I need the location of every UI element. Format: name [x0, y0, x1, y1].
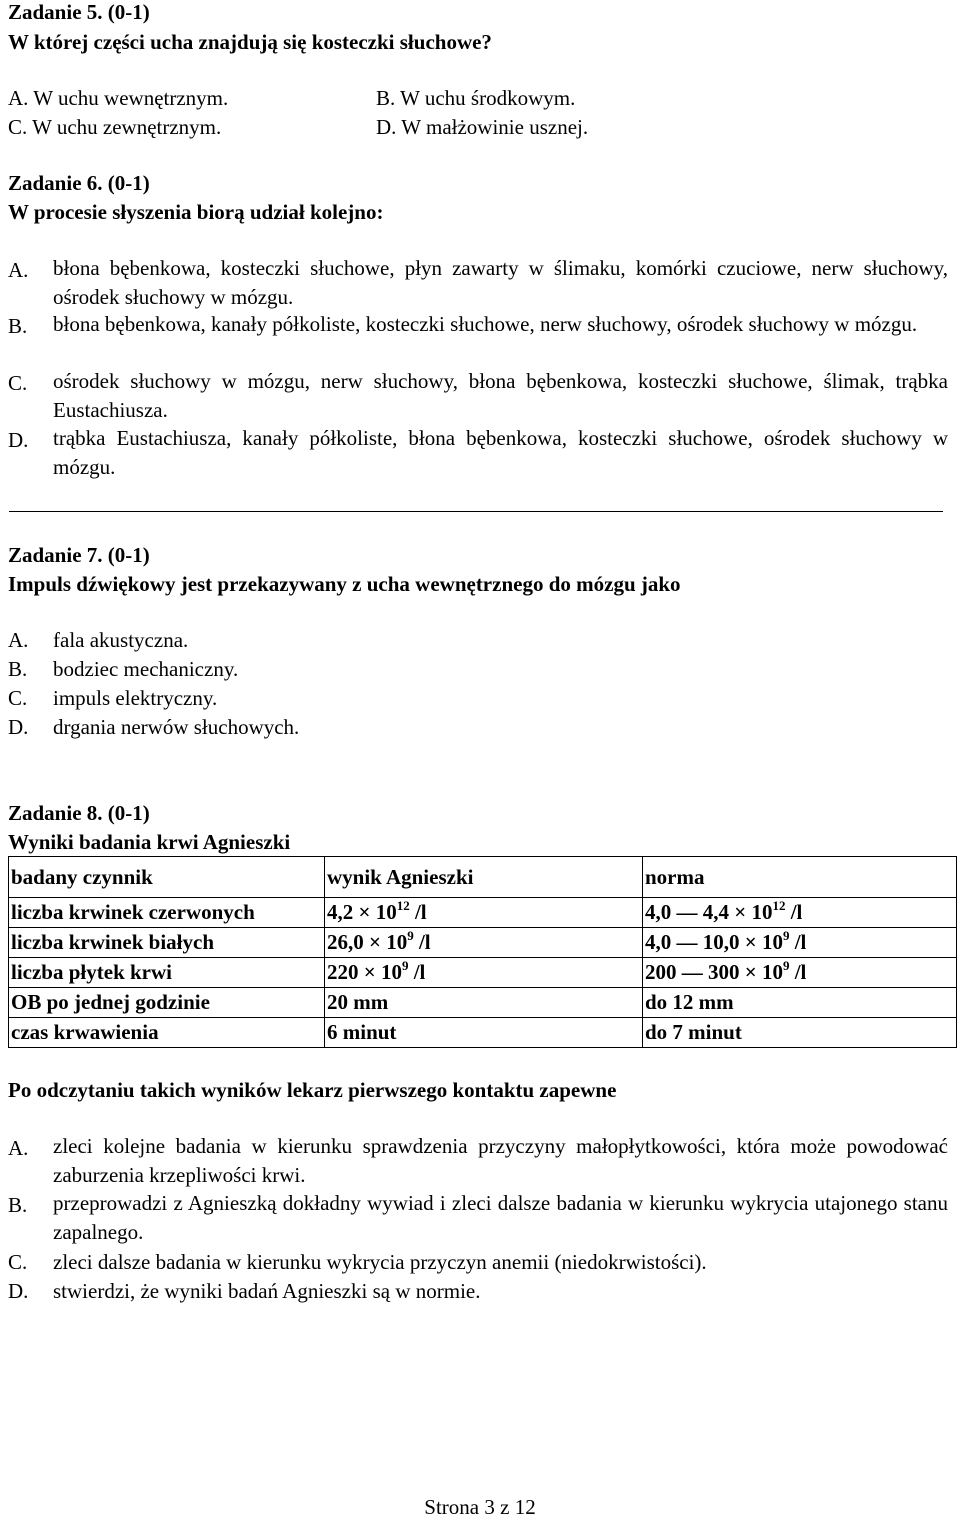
task-5-option-c — [8, 117, 221, 138]
norm-cell: 4,0 — $10,0 \times 10^9$ /l — [643, 928, 957, 958]
option-letter: D. — [8, 715, 29, 739]
task-5-option-b — [376, 88, 575, 109]
table-row — [9, 1018, 957, 1048]
task-7-option-c — [8, 688, 217, 709]
task-7-title: Zadanie 7. (0-1) — [8, 543, 150, 567]
option-text: zleci dalsze badania w kierunku wykrycia przyczyn anemii (niedokrwistości). — [53, 1250, 707, 1274]
option-text: błona bębenkowa, kosteczki słuchowe, płyn zawarty w ślimaku, komórki czuciowe, nerw słuchowy, ośrodek słuchowy w mózgu. — [53, 256, 948, 309]
norm-cell: do 12 mm — [643, 988, 957, 1018]
option-letter: A. — [8, 628, 29, 652]
task-7-option-a — [8, 630, 188, 651]
table-header-cell: wynik Agnieszki — [325, 857, 643, 898]
result-cell: $220 \times 10^9$ /l — [325, 958, 643, 988]
task-8-subtitle: Wyniki badania krwi Agnieszki — [8, 830, 291, 854]
table-row — [9, 958, 957, 988]
task-5-option-a — [8, 88, 228, 109]
option-letter: A. — [8, 1136, 29, 1160]
option-text: fala akustyczna. — [53, 628, 189, 652]
option-letter: A. — [8, 258, 29, 282]
option-text: W uchu środkowym. — [400, 86, 576, 110]
table-row — [9, 928, 957, 958]
task-7-option-d — [8, 717, 299, 738]
task-5-title: Zadanie 5. (0-1) — [8, 0, 150, 24]
option-letter: B. — [8, 657, 28, 681]
option-letter: B. — [8, 314, 28, 338]
table-row — [9, 988, 957, 1018]
result-cell: $26,0 \times 10^9$ /l — [325, 928, 643, 958]
task-6-question: W procesie słyszenia biorą udział kolejno: — [8, 200, 384, 224]
option-text: W uchu wewnętrznym. — [33, 86, 229, 110]
option-letter: D. — [8, 1279, 29, 1303]
task-8-question: Po odczytaniu takich wyników lekarz pierwszego kontaktu zapewne — [8, 1078, 617, 1102]
norm-cell: 200 — $300 \times 10^9$ /l — [643, 958, 957, 988]
task-8-option-c — [8, 1252, 707, 1273]
table-row — [9, 898, 957, 928]
result-cell: 6 minut — [325, 1018, 643, 1048]
option-text: impuls elektryczny. — [53, 686, 218, 710]
norm-cell: 4,0 — $4,4 \times 10^{12}$ /l — [643, 898, 957, 928]
option-text: bodziec mechaniczny. — [53, 657, 239, 681]
option-letter: C. — [8, 115, 28, 139]
task-6-title: Zadanie 6. (0-1) — [8, 171, 150, 195]
option-text: przeprowadzi z Agnieszką dokładny wywiad i zleci dalsze badania w kierunku wykrycia utajonego stanu zapalnego. — [53, 1191, 948, 1244]
factor-cell: liczba krwinek czerwonych — [9, 898, 325, 928]
option-text: ośrodek słuchowy w mózgu, nerw słuchowy, błona bębenkowa, kosteczki słuchowe, ślimak, trąbka Eustachiusza. — [53, 369, 948, 422]
option-text: błona bębenkowa, kanały półkoliste, kosteczki słuchowe, nerw słuchowy, ośrodek słuchowy w mózgu. — [53, 312, 918, 336]
option-letter: C. — [8, 371, 28, 395]
table-header-row — [9, 857, 957, 898]
option-letter: D. — [376, 115, 397, 139]
task-5-option-d — [376, 117, 588, 138]
option-letter: B. — [376, 86, 396, 110]
option-text: drgania nerwów słuchowych. — [53, 715, 300, 739]
task-7-question: Impuls dźwiękowy jest przekazywany z ucha wewnętrznego do mózgu jako — [8, 572, 681, 596]
task-8-option-d — [8, 1281, 480, 1302]
factor-cell: OB po jednej godzinie — [9, 988, 325, 1018]
option-letter: A. — [8, 86, 29, 110]
option-letter: B. — [8, 1193, 28, 1217]
option-letter: C. — [8, 686, 28, 710]
option-letter: D. — [8, 428, 29, 452]
option-letter: C. — [8, 1250, 28, 1274]
task-7-option-b — [8, 659, 238, 680]
blood-results-table — [8, 856, 957, 1048]
table-header-cell: norma — [643, 857, 957, 898]
option-text: stwierdzi, że wyniki badań Agnieszki są w normie. — [53, 1279, 481, 1303]
option-text: W uchu zewnętrznym. — [32, 115, 222, 139]
result-cell: 20 mm — [325, 988, 643, 1018]
option-text: trąbka Eustachiusza, kanały półkoliste, błona bębenkowa, kosteczki słuchowe, ośrodek słuchowy w mózgu. — [53, 426, 948, 479]
factor-cell: liczba płytek krwi — [9, 958, 325, 988]
option-text: W małżowinie usznej. — [401, 115, 589, 139]
task-8-title: Zadanie 8. (0-1) — [8, 801, 150, 825]
result-cell: $4,2 \times 10^{12}$ /l — [325, 898, 643, 928]
section-divider — [9, 511, 943, 512]
option-text: zleci kolejne badania w kierunku sprawdzenia przyczyny małopłytkowości, która może powodować zaburzenia krzepliwości krwi. — [53, 1134, 948, 1187]
table-header-cell: badany czynnik — [9, 857, 325, 898]
norm-cell: do 7 minut — [643, 1018, 957, 1048]
task-5-question: W której części ucha znajdują się kosteczki słuchowe? — [8, 30, 492, 54]
factor-cell: liczba krwinek białych — [9, 928, 325, 958]
page-number: Strona 3 z 12 — [424, 1495, 536, 1519]
factor-cell: czas krwawienia — [9, 1018, 325, 1048]
